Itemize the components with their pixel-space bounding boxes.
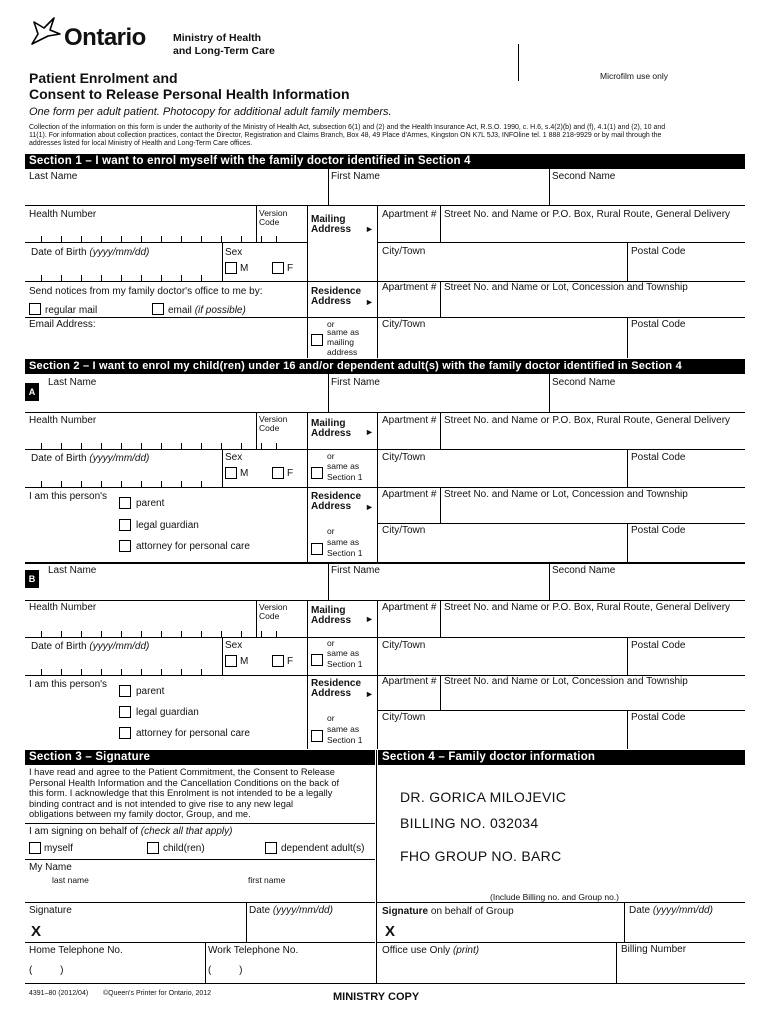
a-res-apartment-field[interactable]: Apartment # [382, 489, 437, 500]
tick-mark [161, 236, 162, 242]
a-mail-city-field[interactable]: City/Town [382, 452, 426, 463]
ministry-copy-label: MINISTRY COPY [333, 991, 420, 1003]
b-res-apartment-field[interactable]: Apartment # [382, 676, 437, 687]
tick-mark [181, 236, 182, 242]
tick-mark [261, 236, 262, 242]
ontario-logo [28, 12, 188, 56]
tick-mark [161, 275, 162, 281]
tick-mark [81, 443, 82, 449]
tick-mark [181, 631, 182, 637]
microfilm-label: Microfilm use only [600, 71, 669, 81]
tick-mark [201, 631, 202, 637]
b-res-city-field[interactable]: City/Town [382, 712, 426, 723]
a-dob-label: Date of Birth (yyyy/mm/dd) [31, 453, 150, 464]
page-title-1: Patient Enrolment and [29, 70, 178, 86]
tick-mark [241, 236, 242, 242]
a-sex-f-checkbox[interactable] [272, 467, 284, 479]
tick-mark [41, 236, 42, 242]
tick-mark [61, 481, 62, 487]
s1-version-label: Version [259, 208, 288, 218]
s1-code-label: Code [259, 217, 280, 227]
s3-my-name-field[interactable]: My Name last name first name [29, 862, 286, 885]
tick-mark [276, 236, 277, 242]
collection-notice-3: addresses listed for local Ministry of Health and Long-Term Care offices. [29, 140, 253, 147]
s1-email-checkbox[interactable] [152, 303, 164, 315]
b-name-fields[interactable] [40, 564, 745, 600]
b-second-name-label: Second Name [552, 565, 616, 576]
b-health-number-field[interactable]: Health Number Version Code [29, 602, 288, 621]
s4-date-field[interactable]: Date (yyyy/mm/dd) [629, 905, 713, 916]
a-health-number-label: Health Number [29, 415, 97, 426]
tick-mark [161, 631, 162, 637]
s4-billing-no: BILLING NO. 032034 [400, 815, 539, 831]
s1-second-name-field[interactable] [550, 169, 745, 205]
tick-mark [261, 443, 262, 449]
s1-email-address-label: Email Address: [29, 319, 96, 330]
a-parent-checkbox[interactable] [119, 497, 131, 509]
a-res-city-field[interactable]: City/Town [382, 525, 426, 536]
tick-mark [181, 481, 182, 487]
brand-name: Ontario [64, 24, 146, 51]
tick-mark [181, 669, 182, 675]
tick-mark [201, 236, 202, 242]
b-res-postal-field[interactable]: Postal Code [631, 712, 686, 723]
a-health-number-field[interactable]: Health Number Version Code [29, 414, 288, 433]
b-guardian-checkbox[interactable] [119, 706, 131, 718]
s1-res-apartment-field[interactable]: Apartment # [382, 282, 437, 293]
b-first-name-label: First Name [331, 565, 380, 576]
tick-mark [201, 481, 202, 487]
s1-regular-mail-checkbox[interactable] [29, 303, 41, 315]
ministry-line-2: and Long-Term Care [173, 45, 275, 57]
b-mail-apartment-field[interactable]: Apartment # [382, 602, 437, 613]
form-number: 4391–80 (2012/04) [29, 990, 89, 997]
a-same-as-s1-res-checkbox[interactable] [311, 543, 323, 555]
tick-mark [101, 481, 102, 487]
s1-mailing-label-2: Address [311, 224, 352, 235]
s4-office-use-field[interactable]: Office use Only (print) [382, 945, 480, 956]
b-health-number-label: Health Number [29, 602, 97, 613]
s4-signature-x: X [385, 923, 396, 940]
s1-res-city-field[interactable]: City/Town [382, 319, 426, 330]
child-b-badge: B [25, 570, 39, 588]
tick-mark [61, 236, 62, 242]
a-persons-label: I am this person's [29, 491, 108, 502]
s1-residence-label: Residence [311, 286, 362, 297]
tick-mark [81, 236, 82, 242]
b-mail-postal-field[interactable]: Postal Code [631, 640, 686, 651]
tick-mark [161, 481, 162, 487]
a-attorney-checkbox[interactable] [119, 540, 131, 552]
b-mail-street-field[interactable]: Street No. and Name or P.O. Box, Rural Route, General Delivery [444, 602, 731, 613]
tick-mark [221, 443, 222, 449]
copyright: ©Queen's Printer for Ontario, 2012 [103, 990, 212, 997]
s1-last-name-field[interactable] [25, 169, 328, 205]
tick-mark [61, 443, 62, 449]
s1-regular-mail-label: regular mail [45, 305, 98, 316]
a-res-postal-field[interactable]: Postal Code [631, 525, 686, 536]
s1-residence-arrow-icon: ► [365, 297, 374, 307]
tick-mark [81, 275, 82, 281]
a-mail-postal-field[interactable]: Postal Code [631, 452, 686, 463]
tick-mark [121, 669, 122, 675]
tick-mark [41, 669, 42, 675]
tick-mark [181, 443, 182, 449]
s3-dependent-checkbox[interactable] [265, 842, 277, 854]
tick-mark [121, 236, 122, 242]
s3-home-tel-field[interactable]: Home Telephone No. ( ) [29, 945, 123, 976]
s1-sex-f-label: F [287, 263, 294, 274]
s4-group-no: FHO GROUP NO. BARC [400, 848, 562, 864]
s1-mailing-arrow-icon: ► [365, 224, 374, 234]
tick-mark [221, 236, 222, 242]
trillium-icon [28, 14, 62, 48]
tick-mark [201, 443, 202, 449]
tick-mark [201, 275, 202, 281]
tick-mark [276, 443, 277, 449]
tick-mark [121, 631, 122, 637]
s3-behalf-label: I am signing on behalf of (check all that apply) [29, 826, 233, 837]
a-mailing-arrow-icon: ► [365, 427, 374, 437]
s3-myself-checkbox[interactable] [29, 842, 41, 854]
s1-health-number-field[interactable] [25, 206, 307, 242]
tick-mark [276, 631, 277, 637]
a-mail-apartment-field[interactable]: Apartment # [382, 415, 437, 426]
section-1-heading: Section 1 – I want to enrol myself with the family doctor identified in Section 4 [25, 154, 745, 169]
tick-mark [181, 275, 182, 281]
tick-mark [41, 481, 42, 487]
b-same-as-s1-mail-checkbox[interactable] [311, 654, 323, 666]
a-guardian-checkbox[interactable] [119, 519, 131, 531]
tick-mark [141, 275, 142, 281]
tick-mark [121, 481, 122, 487]
tick-mark [161, 669, 162, 675]
b-dob-label: Date of Birth (yyyy/mm/dd) [31, 641, 150, 652]
tick-mark [121, 275, 122, 281]
b-residence-label: Residence [311, 678, 362, 689]
a-sex-label: Sex [225, 452, 243, 463]
a-second-name-label: Second Name [552, 377, 616, 388]
tick-mark [61, 631, 62, 637]
tick-mark [261, 631, 262, 637]
s1-sex-f-checkbox[interactable] [272, 262, 284, 274]
tick-mark [201, 669, 202, 675]
collection-notice-1: Collection of the information on this form is under the authority of the Ministry of Health Act, subsection 6(1) and (2) and the Health Insurance Act, R.S.O. 1990, c. H.6, s.4(2)(b) and (f), 4.1(1) and (2), 10 and [29, 124, 666, 131]
a-name-fields[interactable] [40, 374, 745, 412]
s1-email-address-field[interactable] [25, 318, 307, 358]
section-4-heading: Section 4 – Family doctor information [378, 750, 745, 765]
s4-group-signature-field[interactable]: Signature on behalf of Group X [382, 906, 514, 940]
b-sex-label: Sex [225, 640, 243, 651]
tick-mark [61, 275, 62, 281]
b-parent-checkbox[interactable] [119, 685, 131, 697]
s1-same-as-mailing-checkbox[interactable] [311, 334, 323, 346]
s1-res-street-field[interactable]: Street No. and Name or Lot, Concession and Township [444, 282, 688, 293]
b-mailing-label: Mailing [311, 605, 346, 616]
b-mail-city-field[interactable]: City/Town [382, 640, 426, 651]
microfilm-divider [518, 44, 519, 81]
a-mail-street-field[interactable]: Street No. and Name or P.O. Box, Rural Route, General Delivery [444, 415, 731, 426]
child-a-badge: A [25, 383, 39, 401]
ministry-line-1: Ministry of Health [173, 32, 262, 44]
a-res-street-field[interactable]: Street No. and Name or Lot, Concession and Township [444, 489, 688, 500]
b-sex-f-checkbox[interactable] [272, 655, 284, 667]
s1-mail-apartment-field[interactable]: Apartment # [382, 209, 437, 220]
s1-mail-city-field[interactable]: City/Town [382, 246, 426, 257]
tick-mark [141, 481, 142, 487]
a-residence-label: Residence [311, 491, 362, 502]
section-3-heading: Section 3 – Signature [25, 750, 375, 765]
tick-mark [101, 236, 102, 242]
s3-date-field[interactable]: Date (yyyy/mm/dd) [249, 905, 333, 916]
tick-mark [61, 669, 62, 675]
s1-sex-label: Sex [225, 247, 243, 258]
tick-mark [101, 669, 102, 675]
s1-last-name-label: Last Name [29, 171, 78, 182]
a-same-as-s1-mail-checkbox[interactable] [311, 467, 323, 479]
tick-mark [141, 669, 142, 675]
s1-mail-postal-field[interactable]: Postal Code [631, 246, 686, 257]
s4-include-note: (Include Billing no. and Group no.) [490, 892, 619, 902]
s1-health-number-label: Health Number [29, 209, 97, 220]
b-attorney-checkbox[interactable] [119, 727, 131, 739]
a-first-name-label: First Name [331, 377, 380, 388]
s1-email-label: email (if possible) [168, 305, 246, 316]
a-sex-m-checkbox[interactable] [225, 467, 237, 479]
tick-mark [241, 631, 242, 637]
tick-mark [101, 275, 102, 281]
s3-children-checkbox[interactable] [147, 842, 159, 854]
a-dob-field[interactable] [25, 450, 223, 487]
s3-agreement-text: I have read and agree to the Patient Commitment, the Consent to Release Personal Health Information and the Cancellation Conditions on the back of this form. I acknowledge that this Enrolment is not intended to be a legally binding contract and is not intended to give rise to any new legal obligations between my family doctor, Group, and me. [29, 767, 340, 819]
tick-mark [41, 275, 42, 281]
s1-first-name-field[interactable] [329, 169, 549, 205]
b-last-name-label: Last Name [48, 565, 97, 576]
a-last-name-label: Last Name [48, 377, 97, 388]
s1-dob-label: Date of Birth (yyyy/mm/dd) [31, 247, 150, 258]
s1-residence-label-2: Address [311, 296, 352, 307]
tick-mark [81, 631, 82, 637]
b-residence-arrow-icon: ► [365, 689, 374, 699]
tick-mark [141, 236, 142, 242]
b-sex-m-checkbox[interactable] [225, 655, 237, 667]
tick-mark [81, 481, 82, 487]
s1-res-postal-field[interactable]: Postal Code [631, 319, 686, 330]
b-mailing-arrow-icon: ► [365, 614, 374, 624]
tick-mark [101, 443, 102, 449]
b-same-as-s1-res-checkbox[interactable] [311, 730, 323, 742]
tick-mark [141, 443, 142, 449]
s3-my-name-label: My Name [29, 862, 72, 873]
s1-or-label: or [327, 319, 335, 329]
s3-signature-field[interactable]: Signature X [29, 905, 72, 940]
tick-mark [121, 443, 122, 449]
s3-signature-x: X [31, 923, 42, 940]
s1-mail-street-field[interactable]: Street No. and Name or P.O. Box, Rural Route, General Delivery [444, 209, 731, 220]
s1-sex-m-label: M [240, 263, 249, 274]
s1-first-name-label: First Name [331, 171, 380, 182]
tick-mark [161, 443, 162, 449]
a-mailing-label: Mailing [311, 418, 346, 429]
b-res-street-field[interactable]: Street No. and Name or Lot, Concession and Township [444, 676, 688, 687]
s1-second-name-label: Second Name [552, 171, 616, 182]
page-subtitle: One form per adult patient. Photocopy for additional adult family members. [29, 106, 392, 118]
s3-work-tel-field[interactable]: Work Telephone No. ( ) [208, 945, 299, 976]
section-2-heading: Section 2 – I want to enrol my child(ren) under 16 and/or dependent adult(s) with the family doctor identified in Section 4 [25, 359, 745, 374]
s1-mailing-label: Mailing [311, 214, 346, 225]
tick-mark [241, 443, 242, 449]
s4-doctor-name: DR. GORICA MILOJEVIC [400, 789, 567, 805]
tick-mark [141, 631, 142, 637]
s1-sex-m-checkbox[interactable] [225, 262, 237, 274]
page-title-2: Consent to Release Personal Health Information [29, 86, 350, 102]
tick-mark [81, 669, 82, 675]
collection-notice-2: 11(1). For information about collection practices, contact the Director, Registration and Claims Branch, Box 48, 49 Place d'Armes, Kingston ON K7L 5J3, INFOline tel. 1 888 218-9929 or by mail through the [29, 132, 662, 139]
tick-mark [41, 631, 42, 637]
b-persons-label: I am this person's [29, 679, 108, 690]
s1-dob-field[interactable] [25, 243, 223, 281]
b-dob-field[interactable] [25, 638, 223, 675]
s1-notices-label: Send notices from my family doctor's office to me by: [29, 286, 263, 297]
tick-mark [221, 631, 222, 637]
tick-mark [41, 443, 42, 449]
a-residence-arrow-icon: ► [365, 502, 374, 512]
s4-billing-number-field[interactable]: Billing Number [621, 944, 687, 955]
tick-mark [101, 631, 102, 637]
